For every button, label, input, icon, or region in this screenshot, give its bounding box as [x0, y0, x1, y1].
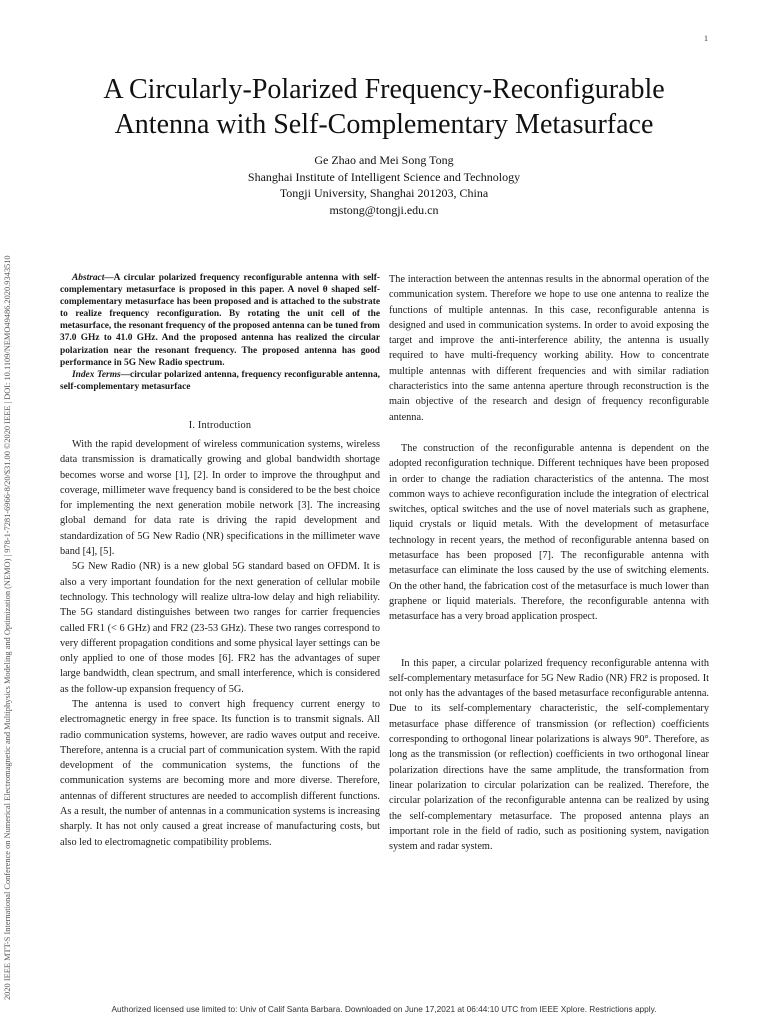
publication-banner: 2020 IEEE MTT-S International Conference on Numerical Electromagnetic and Multiphysics Modeling and Optimization (NEMO) | 978-1-7281-6966-8/20/$31.00 ©2020 IEEE | DOI: 10.1109/NEMO49486.2020.9343510 [3, 255, 12, 1000]
index-terms [60, 369, 380, 393]
right-column [389, 272, 709, 854]
section-heading-introduction: I. Introduction [188, 419, 252, 431]
intro-paragraph-5: The construction of the reconfigurable antenna is dependent on the adopted reconfiguration technique. Different techniques have been proposed in order to change the radiation characteristics of the antenna. The most common ways to achieve reconfiguration include the integration of electrical switches, optical switches and the use of novel materials such as graphene, liquid crystals or liquid metals. With the development of metasurface technology in recent years, the method of reconfigurable antenna based on metasurface has been proposed [7]. The reconfigurable antenna with metasurface can eliminate the loss caused by the use of switching elements. On the other hand, the fabrication cost of the metasurface is much lower than graphene or liquid materials. Therefore, the reconfigurable antenna with metasurface has a very broad application prospect. [389, 442, 709, 623]
page-number: 1 [704, 34, 708, 43]
index-terms-text: —circular polarized antenna, frequency reconfigurable antenna, self-complementary metasurface [60, 369, 381, 392]
author-names: Ge Zhao and Mei Song Tong [314, 153, 454, 167]
author-block [140, 152, 628, 218]
paper-title [40, 72, 728, 142]
index-terms-label: Index Terms [72, 369, 121, 380]
intro-paragraph-2: 5G New Radio (NR) is a new global 5G standard based on OFDM. It is also a very important foundation for the next generation of cellular mobile technology. This technology will realize ultra-low delay and high reliability. The 5G standard distinguishes between two ranges for carrier frequencies called FR1 (< 6 GHz) and FR2 (23-53 GHz). These two ranges correspond to very different propagation conditions and some physical layer settings can be only applied to one of those modes [6]. FR2 has the advantages of super large bandwidth, clean spectrum, and small interference, which is considered as the follow-up expansion frequency of 5G. [60, 561, 380, 695]
abstract-text: —A circular polarized frequency reconfigurable antenna with self-complementary metasurface is proposed in this paper. A novel θ shaped self-complementary metasurface has been proposed and is attached to the substrate to realize frequency reconfiguration. By rotating the unit cell of the metasurface, the resonant frequency of the proposed antenna can be tuned from 37.0 GHz to 41.0 GHz. And the proposed antenna has realized the circular polarization near the resonant frequency. The proposed antenna has good performance in 5G New Radio spectrum. [60, 273, 380, 368]
intro-paragraph-1: With the rapid development of wireless communication systems, wireless data transmission is dramatically growing and global bandwidth shortage becomes worse and worse [1], [2]. In order to improve the throughput and coverage, millimeter wave frequency band is considered to be the best choice for implementing the next generation mobile network [3]. The increasing global demand for data rate is driving the rapid development and standardization of 5G New Radio (NR) specifications in the millimeter wave band [4], [5]. [60, 438, 380, 558]
intro-paragraph-3: The antenna is used to convert high frequency current energy to electromagnetic energy in free space. Its function is to transmit signals. All radio communication systems, however, are radio waves output and receive. Therefore, antenna is a crucial part of communication system. With the rapid development of the communication systems, the functions of the communication systems are becoming more and more diverse. Therefore, antennas of different structures are needed to accomplish different functions. As a result, the number of antennas in a communication systems is increasing sharply. It has not only caused a great increase of manufacturing costs, but also led to electromagnetic compatibility problems. [60, 698, 380, 848]
intro-paragraph-4: The interaction between the antennas results in the abnormal operation of the communication system. Therefore we hope to use one antenna to realize the functions of multiple antennas. In this case, reconfigurable antenna is designed and used in communication systems. In order to avoid exposing the target and improve the anti-interference ability, the antenna is usually required to have multi-frequency working ability. How to concentrate multiple antennas with different frequencies and with similar radiation characteristics into the same antenna aperture through reconstruction is the main objective of the research and design of frequency reconfigurable antenna. [389, 274, 709, 423]
abstract [60, 272, 380, 369]
left-column [60, 272, 380, 850]
author-affiliation-2: Tongji University, Shanghai 201203, China [279, 186, 489, 200]
author-affiliation-1: Shanghai Institute of Intelligent Science and Technology [247, 169, 521, 184]
title-line-2: Antenna with Self-Complementary Metasurface [114, 109, 654, 140]
author-email[interactable]: mstong@tongji.edu.cn [329, 202, 439, 217]
title-line-1: A Circularly-Polarized Frequency-Reconfigurable [103, 74, 665, 105]
license-footer: Authorized licensed use limited to: Univ of Calif Santa Barbara. Downloaded on June 17,2021 at 06:44:10 UTC from IEEE Xplore. Restrictions apply. [111, 1004, 657, 1014]
intro-paragraph-6: In this paper, a circular polarized frequency reconfigurable antenna with self-complementary metasurface for 5G New Radio (NR) FR2 is proposed. It not only has the advantages of the based metasurface reconfigurable antenna. Due to its self-complementary characteristic, the self-complementary metasurface phase difference of transmission (or reflection) coefficients corresponding to orthogonal linear polarizations is always 90°. Therefore, as long as the transmission (or reflection) coefficients in two orthogonal linear polarization directions have the same amplitude, the transformation from linear polarization to circular polarization can be realized. Therefore, the circular polarization of the reconfigurable antenna can be realized by using the self-complementary metasurface. The proposed antenna plays an important role in the field of radio, such as positioning system, navigation system and radar system. [389, 657, 709, 853]
abstract-label: Abstract [72, 273, 105, 283]
